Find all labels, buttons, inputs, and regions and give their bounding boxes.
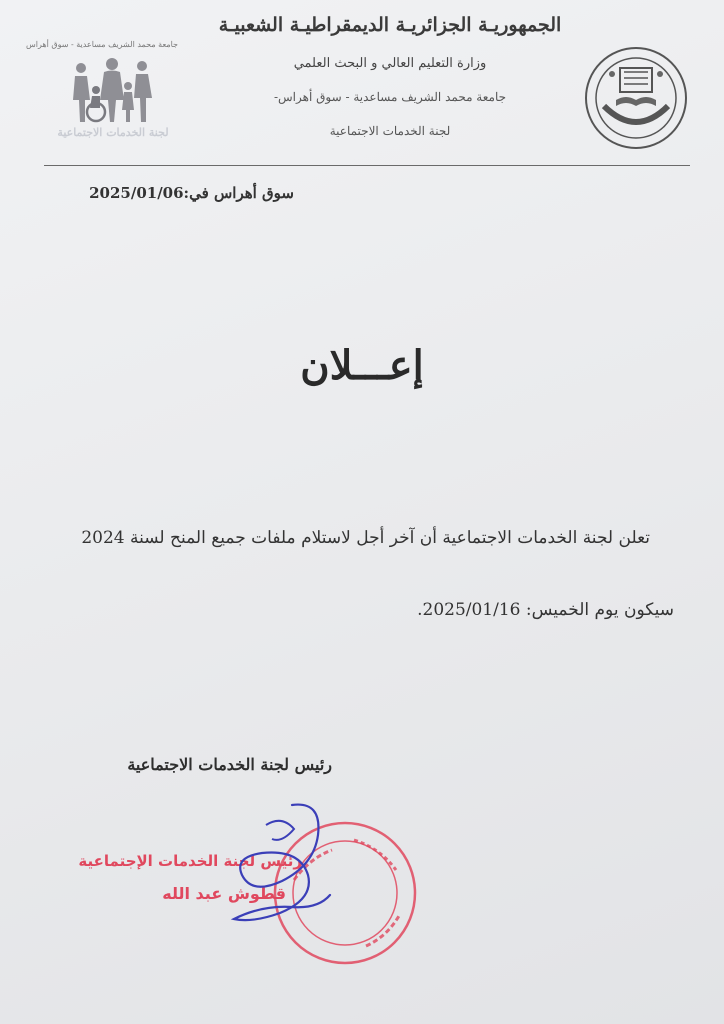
left-logo-bottom-text: لجنة الخدمات الاجتماعية [57,126,169,139]
header-divider [44,165,690,166]
announcement-title: إعـــلان [300,342,424,389]
signatory-title: رئيس لجنة الخدمات الاجتماعية [127,755,332,774]
left-logo-caption: جامعة محمد الشريف مساعدية - سوق أهراس [25,40,178,49]
committee-name: لجنة الخدمات الاجتماعية [329,124,451,138]
university-seal-logo [582,44,690,152]
university-emblem-icon [582,44,690,152]
ministry-name: وزارة التعليم العالي و البحث العلمي [293,56,487,71]
stamp-title-line: رئيس لجنة الخدمات الإجتماعية [78,852,302,870]
stamp-name-line: قطوش عبد الله [162,884,286,903]
place-and-date: سوق أهراس في:2025/01/06 [89,184,294,202]
family-figures-icon [68,56,158,126]
university-name: جامعة محمد الشريف مساعدية - سوق أهراس- [273,90,507,104]
announcement-body-line-1: تعلن لجنة الخدمات الاجتماعية أن آخر أجل لاستلام ملفات جميع المنح لسنة 2024 [81,528,650,548]
handwritten-signature-icon [222,795,342,935]
announcement-body-line-2: سيكون يوم الخميس: 2025/01/16. [417,600,674,620]
social-services-logo [25,38,178,150]
country-name: الجمهوريـة الجزائريـة الديمقراطيـة الشعبيـة [218,14,562,36]
